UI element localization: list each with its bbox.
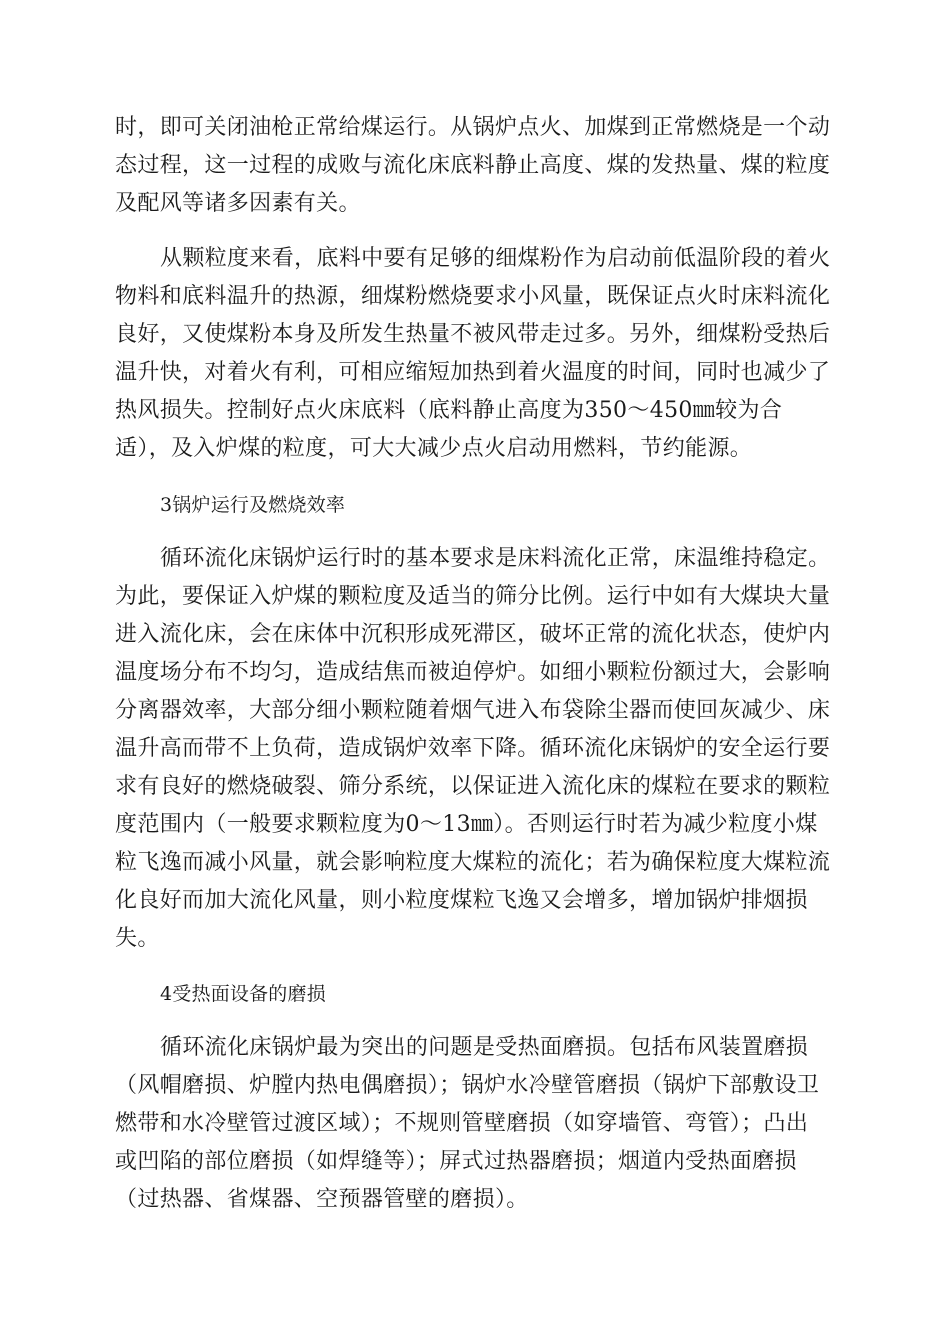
section-heading-3: 3锅炉运行及燃烧效率 [160,494,346,516]
text-line: 或凹陷的部位磨损（如焊缝等）；屏式过热器磨损；烟道内受热面磨损 [115,1149,797,1174]
text-line: 循环流化床锅炉最为突出的问题是受热面磨损。包括布风装置磨损 [160,1035,809,1060]
section-heading-4: 4受热面设备的磨损 [160,983,326,1005]
text-line: 态过程，这一过程的成败与流化床底料静止高度、煤的发热量、煤的粒度 [115,153,831,178]
text-line: 循环流化床锅炉运行时的基本要求是床料流化正常，床温维持稳定。 [160,546,831,571]
text-line: 燃带和水冷壁管过渡区域）；不规则管壁磨损（如穿墙管、弯管）；凸出 [115,1111,809,1136]
text-line: 粒飞逸而减小风量，就会影响粒度大煤粒的流化；若为确保粒度大煤粒流 [115,850,831,875]
text-line: 热风损失。控制好点火床底料（底料静止高度为350～450㎜较为合 [115,398,783,423]
text-line: 分离器效率，大部分细小颗粒随着烟气进入布袋除尘器而使回灰减少、床 [115,698,831,723]
text-line: 进入流化床，会在床体中沉积形成死滞区，破坏正常的流化状态，使炉内 [115,622,831,647]
text-line: 化良好而加大流化风量，则小粒度煤粒飞逸又会增多，增加锅炉排烟损 [115,888,808,913]
text-line: 时，即可关闭油枪正常给煤运行。从锅炉点火、加煤到正常燃烧是一个动 [115,115,831,140]
text-line: 失。 [115,926,160,951]
text-line: 良好，又使煤粉本身及所发生热量不被风带走过多。另外，细煤粉受热后 [115,322,831,347]
text-line: （风帽磨损、炉膛内热电偶磨损）；锅炉水冷壁管磨损（锅炉下部敷设卫 [115,1073,820,1098]
text-line: 度范围内（一般要求颗粒度为0～13㎜）。否则运行时若为减少粒度小煤 [115,812,818,837]
text-line: 物料和底料温升的热源，细煤粉燃烧要求小风量，既保证点火时床料流化 [115,284,831,309]
text-line: 求有良好的燃烧破裂、筛分系统，以保证进入流化床的煤粒在要求的颗粒 [115,774,831,799]
text-line: 为此，要保证入炉煤的颗粒度及适当的筛分比例。运行中如有大煤块大量 [115,584,831,609]
text-line: （过热器、省煤器、空预器管壁的磨损）。 [115,1187,529,1212]
text-line: 温升快，对着火有利，可相应缩短加热到着火温度的时间，同时也减少了 [115,360,831,385]
text-line: 适），及入炉煤的粒度，可大大减少点火启动用燃料，节约能源。 [115,436,753,461]
text-line: 温升高而带不上负荷，造成锅炉效率下降。循环流化床锅炉的安全运行要 [115,736,831,761]
text-line: 从颗粒度来看，底料中要有足够的细煤粉作为启动前低温阶段的着火 [160,246,831,271]
text-line: 及配风等诸多因素有关。 [115,191,361,216]
text-line: 温度场分布不均匀，造成结焦而被迫停炉。如细小颗粒份额过大，会影响 [115,660,831,685]
